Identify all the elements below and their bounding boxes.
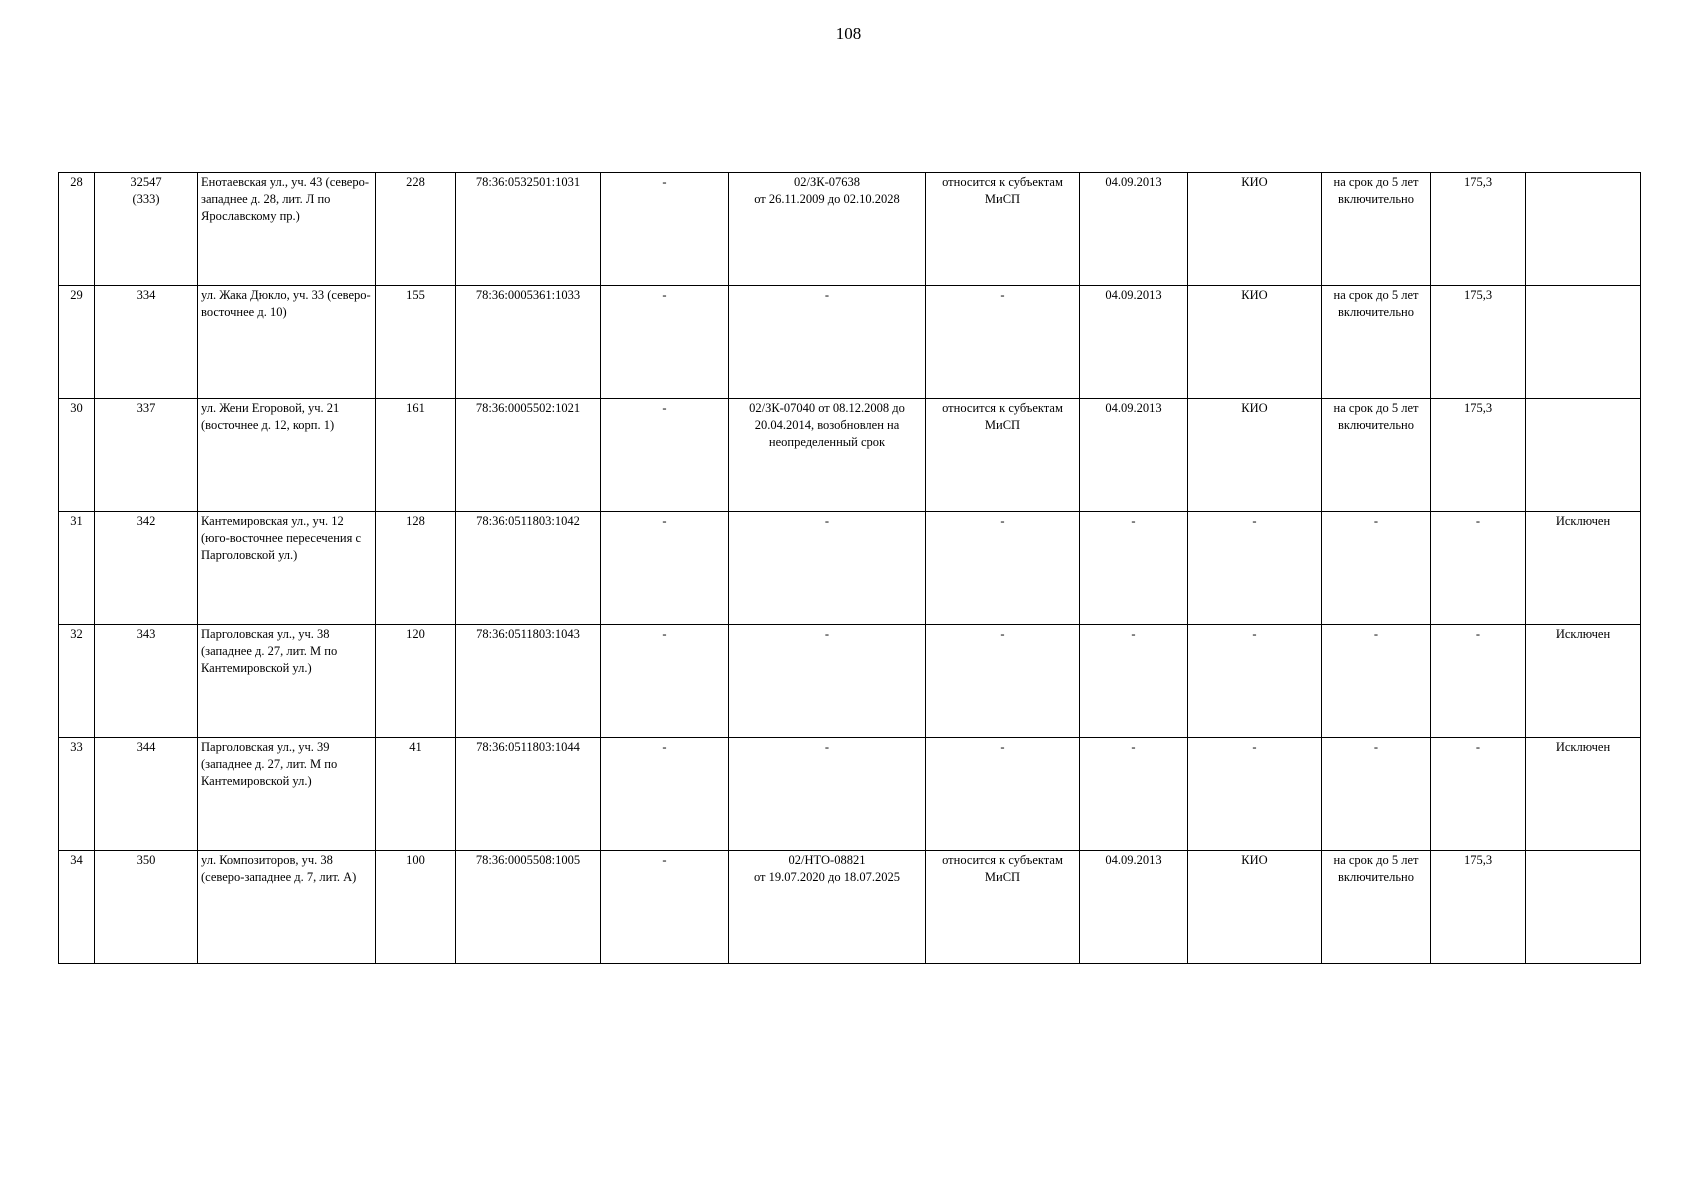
cell-term: на срок до 5 лет включительно [1322, 173, 1431, 286]
cell-contract: 02/ЗК-07638 от 26.11.2009 до 02.10.2028 [729, 173, 926, 286]
cell-address: Парголовская ул., уч. 39 (западнее д. 27, лит. М по Кантемировской ул.) [198, 738, 376, 851]
table-row [59, 625, 1641, 738]
cell-organization: КИО [1188, 851, 1322, 964]
cell-col6: - [601, 625, 729, 738]
table-row [59, 851, 1641, 964]
cell-organization: КИО [1188, 399, 1322, 512]
cell-row-number: 29 [59, 286, 95, 399]
cell-note [1526, 399, 1641, 512]
cell-date: 04.09.2013 [1080, 851, 1188, 964]
table-row [59, 738, 1641, 851]
cell-cadastral-number: 78:36:0532501:1031 [456, 173, 601, 286]
cell-cadastral-number: 78:36:0511803:1044 [456, 738, 601, 851]
cell-object-id: 337 [95, 399, 198, 512]
cell-area: 120 [376, 625, 456, 738]
cell-status: относится к субъектам МиСП [926, 851, 1080, 964]
cell-rate: 175,3 [1431, 399, 1526, 512]
registry-table [58, 172, 1641, 964]
cell-col6: - [601, 173, 729, 286]
cell-row-number: 28 [59, 173, 95, 286]
cell-term: на срок до 5 лет включительно [1322, 851, 1431, 964]
cell-address: ул. Жени Егоровой, уч. 21 (восточнее д. 12, корп. 1) [198, 399, 376, 512]
cell-rate: 175,3 [1431, 851, 1526, 964]
cell-date: - [1080, 512, 1188, 625]
cell-col6: - [601, 512, 729, 625]
cell-area: 155 [376, 286, 456, 399]
cell-contract: 02/НТО-08821 от 19.07.2020 до 18.07.2025 [729, 851, 926, 964]
cell-cadastral-number: 78:36:0005361:1033 [456, 286, 601, 399]
cell-organization: - [1188, 625, 1322, 738]
cell-col6: - [601, 399, 729, 512]
cell-note [1526, 173, 1641, 286]
cell-cadastral-number: 78:36:0511803:1043 [456, 625, 601, 738]
cell-note [1526, 851, 1641, 964]
cell-contract: - [729, 738, 926, 851]
table-row [59, 173, 1641, 286]
cell-address: Парголовская ул., уч. 38 (западнее д. 27, лит. М по Кантемировской ул.) [198, 625, 376, 738]
object-id: 32547 (333) [130, 175, 162, 206]
page-number: 108 [835, 24, 862, 43]
cell-address: Енотаевская ул., уч. 43 (северо-западнее д. 28, лит. Л по Ярославскому пр.) [198, 173, 376, 286]
cell-organization: КИО [1188, 173, 1322, 286]
cell-object-id: 334 [95, 286, 198, 399]
cell-area: 100 [376, 851, 456, 964]
cell-contract: - [729, 286, 926, 399]
cell-address: Кантемировская ул., уч. 12 (юго-восточнее пересечения с Парголовской ул.) [198, 512, 376, 625]
table-row [59, 286, 1641, 399]
cell-cadastral-number: 78:36:0511803:1042 [456, 512, 601, 625]
cell-status: относится к субъектам МиСП [926, 173, 1080, 286]
cell-area: 228 [376, 173, 456, 286]
cell-date: - [1080, 738, 1188, 851]
cell-term: - [1322, 512, 1431, 625]
cell-col6: - [601, 286, 729, 399]
cell-rate: - [1431, 512, 1526, 625]
cell-status: - [926, 512, 1080, 625]
cell-status: - [926, 625, 1080, 738]
cell-cadastral-number: 78:36:0005502:1021 [456, 399, 601, 512]
cell-object-id: 342 [95, 512, 198, 625]
cell-rate: 175,3 [1431, 173, 1526, 286]
cell-term: на срок до 5 лет включительно [1322, 399, 1431, 512]
cell-term: - [1322, 625, 1431, 738]
cell-row-number: 30 [59, 399, 95, 512]
cell-cadastral-number: 78:36:0005508:1005 [456, 851, 601, 964]
cell-term: на срок до 5 лет включительно [1322, 286, 1431, 399]
cell-address: ул. Жака Дюкло, уч. 33 (северо-восточнее д. 10) [198, 286, 376, 399]
cell-rate: - [1431, 738, 1526, 851]
cell-status: относится к субъектам МиСП [926, 399, 1080, 512]
table-row [59, 399, 1641, 512]
cell-status: - [926, 286, 1080, 399]
cell-row-number: 31 [59, 512, 95, 625]
cell-contract: - [729, 625, 926, 738]
cell-rate: 175,3 [1431, 286, 1526, 399]
cell-col6: - [601, 738, 729, 851]
cell-area: 41 [376, 738, 456, 851]
cell-organization: - [1188, 738, 1322, 851]
cell-object-id: 344 [95, 738, 198, 851]
cell-object-id: 343 [95, 625, 198, 738]
cell-organization: - [1188, 512, 1322, 625]
cell-area: 128 [376, 512, 456, 625]
cell-col6: - [601, 851, 729, 964]
cell-note: Исключен [1526, 738, 1641, 851]
cell-contract: 02/ЗК-07040 от 08.12.2008 до 20.04.2014, возобновлен на неопределенный срок [729, 399, 926, 512]
cell-area: 161 [376, 399, 456, 512]
cell-date: - [1080, 625, 1188, 738]
cell-address: ул. Композиторов, уч. 38 (северо-западнее д. 7, лит. А) [198, 851, 376, 964]
cell-row-number: 34 [59, 851, 95, 964]
cell-date: 04.09.2013 [1080, 399, 1188, 512]
cell-date: 04.09.2013 [1080, 286, 1188, 399]
cell-rate: - [1431, 625, 1526, 738]
cell-status: - [926, 738, 1080, 851]
table-row [59, 512, 1641, 625]
cell-note [1526, 286, 1641, 399]
cell-object-id [95, 173, 198, 286]
cell-row-number: 33 [59, 738, 95, 851]
cell-object-id: 350 [95, 851, 198, 964]
cell-note: Исключен [1526, 512, 1641, 625]
cell-organization: КИО [1188, 286, 1322, 399]
cell-contract: - [729, 512, 926, 625]
cell-term: - [1322, 738, 1431, 851]
cell-note: Исключен [1526, 625, 1641, 738]
cell-row-number: 32 [59, 625, 95, 738]
cell-date: 04.09.2013 [1080, 173, 1188, 286]
